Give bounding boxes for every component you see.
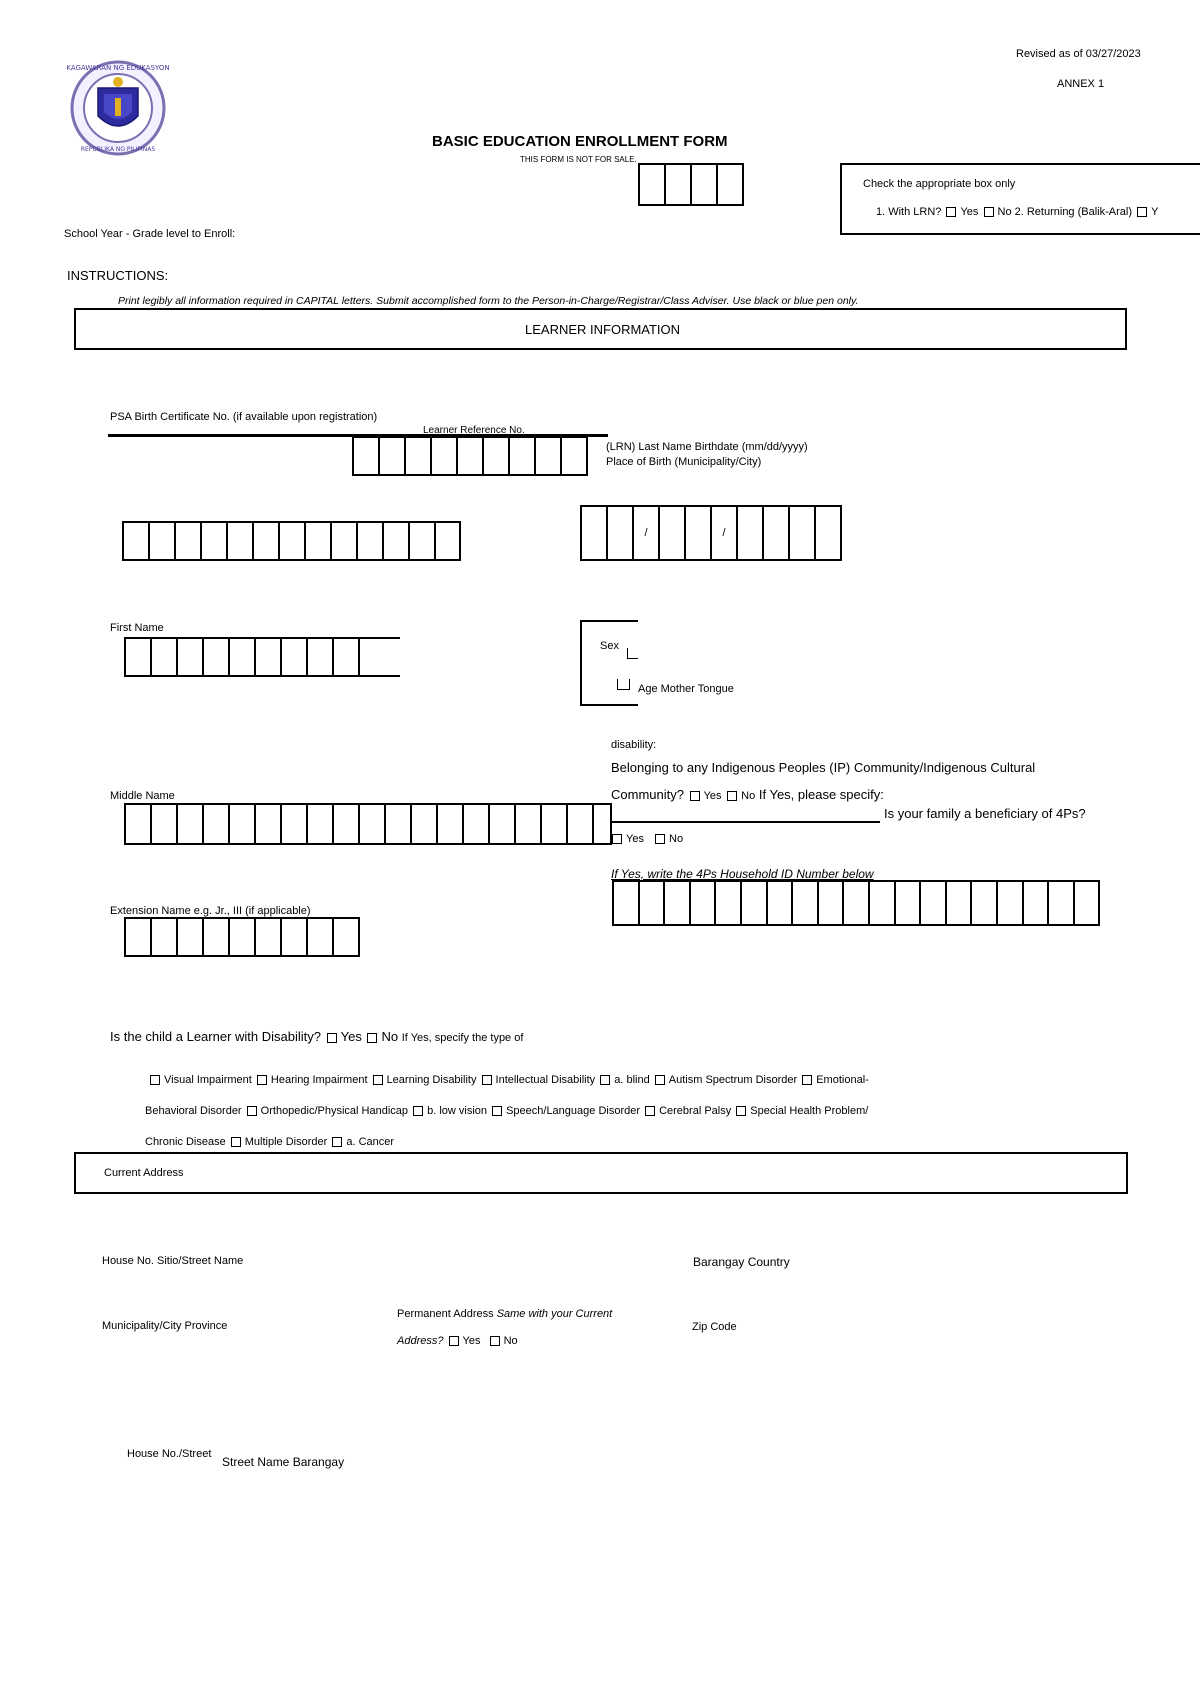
fourps-id-boxes[interactable]: [612, 880, 1100, 926]
disability-type: Intellectual Disability: [495, 1074, 596, 1086]
svg-text:KAGAWARAN NG EDUKASYON: KAGAWARAN NG EDUKASYON: [66, 64, 170, 72]
permanent-same-label: Same with your Current: [496, 1308, 613, 1320]
disability-type: Hearing Impairment: [270, 1074, 368, 1086]
not-for-sale-note: THIS FORM IS NOT FOR SALE.: [520, 155, 637, 164]
cerebral-palsy-checkbox[interactable]: [645, 1106, 655, 1116]
disability-types-line3: [145, 1136, 394, 1148]
extension-name-boxes[interactable]: [124, 917, 360, 957]
disability-type: Cerebral Palsy: [659, 1105, 732, 1117]
fourps-no-label: No: [669, 833, 684, 845]
lrn-yes-label: Yes: [960, 206, 979, 218]
ip-community-label: Community?: [611, 787, 684, 802]
instructions-text: Print legibly all information required in CAPITAL letters. Submit accomplished form to the Person-in-Charge/Registrar/Class Adviser. Use black or blue pen only.: [118, 295, 859, 307]
street-barangay-label: Street Name Barangay: [222, 1455, 345, 1469]
hearing-impairment-checkbox[interactable]: [257, 1075, 267, 1085]
sex-checkbox[interactable]: [627, 648, 638, 659]
disability-type: Autism Spectrum Disorder: [668, 1074, 798, 1086]
permanent-address-line1: [397, 1308, 612, 1320]
low-vision-checkbox[interactable]: [413, 1106, 423, 1116]
disability-type: Behavioral Disorder: [145, 1105, 242, 1117]
multiple-disorder-checkbox[interactable]: [231, 1137, 241, 1147]
disability-question-row: [110, 1029, 523, 1044]
lrn-boxes[interactable]: [352, 436, 588, 476]
annex-label: ANNEX 1: [1057, 78, 1105, 90]
disability-yes-checkbox[interactable]: [327, 1033, 337, 1043]
zip-code-label: Zip Code: [692, 1321, 737, 1333]
school-year-label: School Year - Grade level to Enroll:: [64, 228, 236, 240]
check-panel-title: Check the appropriate box only: [863, 178, 1016, 190]
grade-level-boxes[interactable]: [638, 163, 744, 206]
blind-checkbox[interactable]: [600, 1075, 610, 1085]
cancer-checkbox[interactable]: [332, 1137, 342, 1147]
returning-label: 2. Returning (Balik-Aral): [1014, 206, 1132, 218]
current-address-title: Current Address: [104, 1167, 184, 1179]
deped-seal-logo: [62, 58, 174, 158]
lrn-label: Learner Reference No.: [423, 425, 525, 436]
disability-type: Learning Disability: [386, 1074, 477, 1086]
orthopedic-checkbox[interactable]: [247, 1106, 257, 1116]
disability-type: Orthopedic/Physical Handicap: [260, 1105, 409, 1117]
place-of-birth-label: Place of Birth (Municipality/City): [606, 456, 762, 468]
fourps-options: [610, 833, 683, 845]
ip-specify-label: If Yes, please specify:: [758, 787, 884, 802]
birthdate-boxes[interactable]: [580, 505, 842, 561]
last-name-boxes[interactable]: [122, 521, 461, 561]
middle-name-label: Middle Name: [110, 790, 175, 802]
lrn-yes-checkbox[interactable]: [946, 207, 956, 217]
permanent-yes-checkbox[interactable]: [449, 1336, 459, 1346]
disability-no-label: No: [381, 1029, 399, 1044]
ip-no-checkbox[interactable]: [727, 791, 737, 801]
disability-yes-label: Yes: [340, 1029, 362, 1044]
disability-label: disability:: [611, 739, 657, 751]
permanent-address-label: Permanent Address: [397, 1308, 494, 1320]
svg-text:REPUBLIKA NG PILIPINAS: REPUBLIKA NG PILIPINAS: [80, 146, 156, 153]
disability-type: Chronic Disease: [145, 1136, 226, 1148]
special-health-checkbox[interactable]: [736, 1106, 746, 1116]
house-street-label: House No. Sitio/Street Name: [102, 1255, 244, 1267]
permanent-no-label: No: [503, 1335, 518, 1347]
revised-date: Revised as of 03/27/2023: [1016, 48, 1141, 60]
learning-disability-checkbox[interactable]: [373, 1075, 383, 1085]
psa-label: PSA Birth Certificate No. (if available upon registration): [110, 411, 378, 423]
lrn-no-label: No: [997, 206, 1012, 218]
date-separator: /: [644, 527, 648, 539]
returning-yes-checkbox[interactable]: [1137, 207, 1147, 217]
permanent-address-q: Address?: [397, 1335, 444, 1347]
lrn-no-checkbox[interactable]: [984, 207, 994, 217]
ip-yes-label: Yes: [703, 790, 722, 802]
fourps-yes-checkbox[interactable]: [612, 834, 622, 844]
disability-type: Special Health Problem/: [750, 1105, 869, 1117]
speech-language-checkbox[interactable]: [492, 1106, 502, 1116]
fourps-no-checkbox[interactable]: [655, 834, 665, 844]
age-mother-tongue-label: Age Mother Tongue: [638, 683, 734, 695]
intellectual-disability-checkbox[interactable]: [482, 1075, 492, 1085]
disability-type: Visual Impairment: [164, 1074, 252, 1086]
returning-yes-label: Y: [1151, 206, 1159, 218]
barangay-country-label: Barangay Country: [693, 1255, 790, 1269]
current-address-header: [74, 1152, 1128, 1194]
house-no-street-label: House No./Street: [127, 1448, 212, 1460]
middle-name-boxes[interactable]: [124, 803, 612, 845]
first-name-boxes[interactable]: [124, 637, 400, 677]
autism-checkbox[interactable]: [655, 1075, 665, 1085]
ip-no-label: No: [741, 790, 756, 802]
instructions-heading: INSTRUCTIONS:: [67, 268, 169, 283]
disability-specify-label: If Yes, specify the type of: [401, 1032, 524, 1044]
disability-no-checkbox[interactable]: [367, 1033, 377, 1043]
permanent-yes-label: Yes: [462, 1335, 481, 1347]
with-lrn-label: 1. With LRN?: [876, 206, 942, 218]
ip-question-line2: [611, 787, 884, 802]
disability-type: a. Cancer: [346, 1136, 395, 1148]
disability-type: a. blind: [614, 1074, 650, 1086]
form-title: BASIC EDUCATION ENROLLMENT FORM: [432, 133, 728, 150]
date-separator: /: [722, 527, 726, 539]
disability-type: Speech/Language Disorder: [506, 1105, 641, 1117]
ip-yes-checkbox[interactable]: [690, 791, 700, 801]
sex-age-bracket: [580, 620, 638, 706]
disability-type: Emotional-: [816, 1074, 869, 1086]
first-name-label: First Name: [110, 622, 164, 634]
extension-name-label: Extension Name e.g. Jr., III (if applicable): [110, 905, 311, 917]
emotional-checkbox[interactable]: [802, 1075, 812, 1085]
disability-types-line1: [148, 1074, 869, 1086]
lrn-question-row: [876, 206, 1158, 218]
check-appropriate-panel: [840, 163, 1200, 235]
ip-question-line1: Belonging to any Indigenous Peoples (IP) Community/Indigenous Cultural: [611, 760, 1036, 775]
fourps-id-label: If Yes, write the 4Ps Household ID Number below: [611, 867, 874, 881]
sex-label: Sex: [600, 640, 619, 652]
age-checkbox[interactable]: [617, 679, 630, 690]
permanent-address-line2: [397, 1335, 518, 1347]
fourps-question: Is your family a beneficiary of 4Ps?: [884, 806, 1086, 821]
municipality-province-label: Municipality/City Province: [102, 1320, 228, 1332]
lrn-lastname-birthdate-label: (LRN) Last Name Birthdate (mm/dd/yyyy): [606, 441, 808, 453]
learner-information-title: LEARNER INFORMATION: [525, 322, 681, 337]
disability-question: Is the child a Learner with Disability?: [110, 1029, 321, 1044]
disability-type: b. low vision: [427, 1105, 488, 1117]
visual-impairment-checkbox[interactable]: [150, 1075, 160, 1085]
disability-type: Multiple Disorder: [244, 1136, 328, 1148]
permanent-no-checkbox[interactable]: [490, 1336, 500, 1346]
ip-specify-line: [612, 821, 880, 823]
disability-types-line2: [145, 1105, 868, 1117]
fourps-yes-label: Yes: [626, 833, 644, 845]
